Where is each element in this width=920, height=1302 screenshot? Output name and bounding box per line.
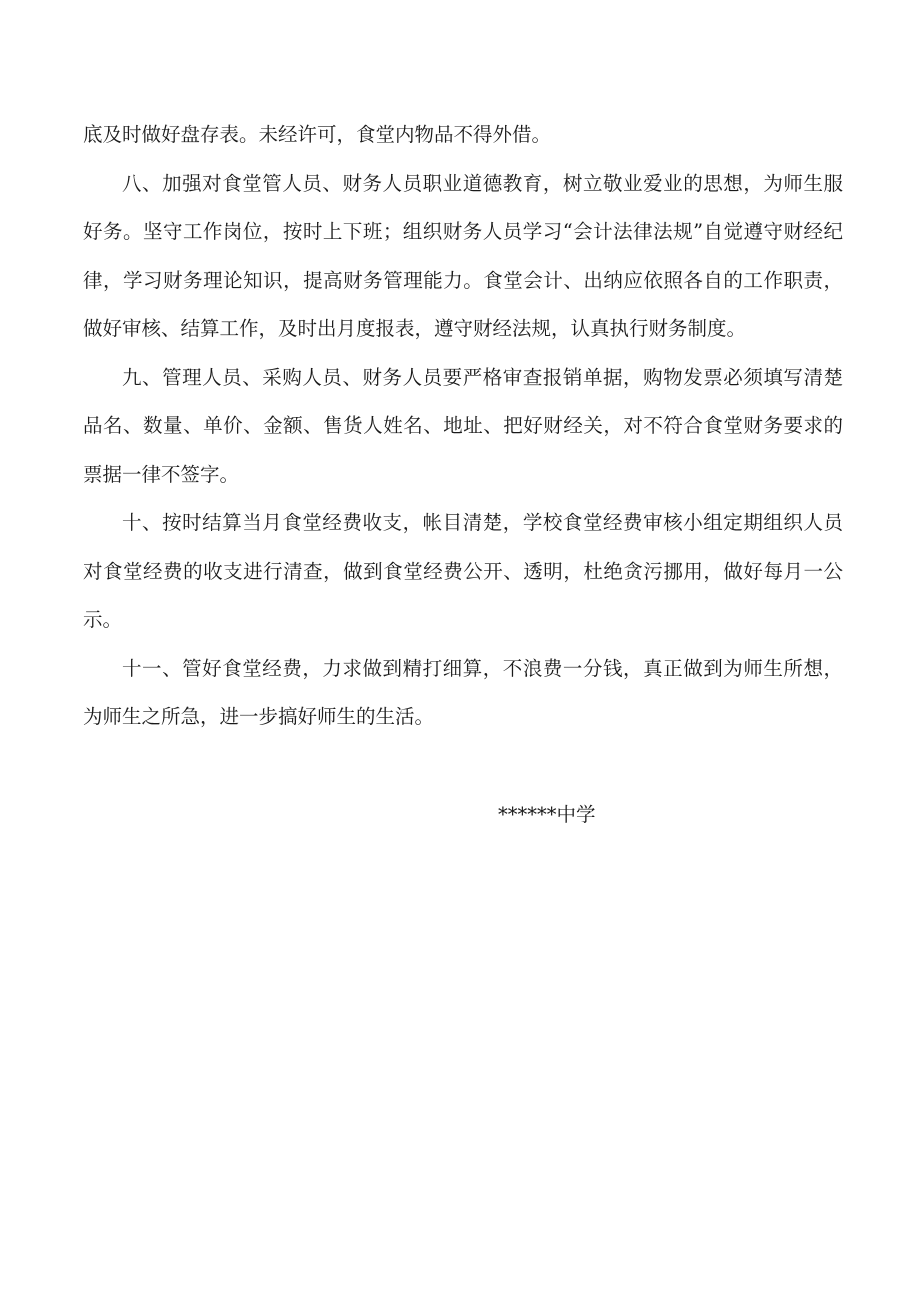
paragraph-item-8: 八、加强对食堂管人员、财务人员职业道德教育，树立敬业爱业的思想，为师生服好务。坚守工作岗位，按时上下班；组织财务人员学习“会计法律法规”自觉遵守财经纪律，学习财务理论知识，提高财务管理能力。食堂会计、出纳应依照各自的工作职责，做好审核、结算工作，及时出月度报表，遵守财经法规，认真执行财务制度。 — [83, 171, 843, 340]
paragraph-continuation: 底及时做好盘存表。未经许可，食堂内物品不得外借。 — [83, 123, 552, 146]
paragraph-item-10: 十、按时结算当月食堂经费收支，帐目清楚，学校食堂经费审核小组定期组织人员对食堂经费的收支进行清查，做到食堂经费公开、透明，杜绝贪污挪用，做好每月一公示。 — [83, 511, 843, 631]
document-body — [83, 111, 843, 742]
paragraph-item-9: 九、管理人员、采购人员、财务人员要严格审查报销单据，购物发票必须填写清楚品名、数量、单价、金额、售货人姓名、地址、把好财经关，对不符合食堂财务要求的票据一律不签字。 — [83, 365, 843, 486]
signature-school-name: ******中学 — [498, 803, 596, 826]
paragraph-item-11: 十一、管好食堂经费，力求做到精打细算，不浪费一分钱，真正做到为师生所想，为师生之所急，进一步搞好师生的生活。 — [83, 656, 843, 728]
